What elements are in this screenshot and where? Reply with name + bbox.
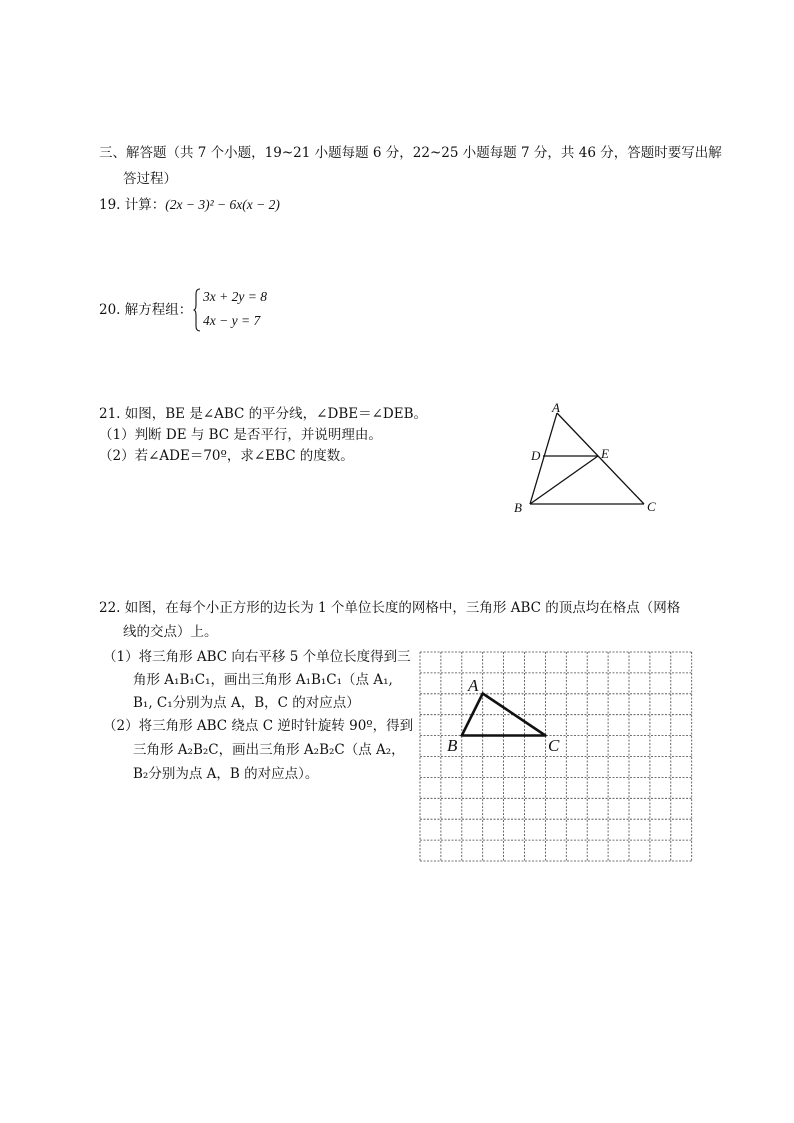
q22-grid-figure <box>410 645 695 867</box>
q22-stem-cont: 线的交点）上。 <box>123 624 218 640</box>
q21-part1: （1）判断 DE 与 BC 是否平行，并说明理由。 <box>99 427 382 443</box>
q21-stem: 21. 如图，BE 是∠ABC 的平分线，∠DBE＝∠DEB。 <box>99 406 428 422</box>
q22-part1-line2: 角形 A₁B₁C₁，画出三角形 A₁B₁C₁（点 A₁, <box>133 672 393 688</box>
system-brace-icon <box>193 288 201 332</box>
q19-prefix: 19. 计算： <box>99 197 166 213</box>
q22-part1-line1: （1）将三角形 ABC 向右平移 5 个单位长度得到三 <box>103 649 411 665</box>
q22-part1-line3: B₁, C₁分别为点 A，B，C 的对应点） <box>133 695 360 711</box>
q22-part2-line2: 三角形 A₂B₂C，画出三角形 A₂B₂C（点 A₂， <box>133 742 405 758</box>
label-D: D <box>531 448 541 463</box>
q22-part2-line1: （2）将三角形 ABC 绕点 C 逆时针旋转 90º，得到 <box>103 718 414 734</box>
grid-label-C: C <box>548 736 560 755</box>
grid-lines <box>420 652 692 861</box>
segment-BE <box>530 456 598 504</box>
q20-equation-1: 3x + 2y = 8 <box>203 289 267 304</box>
grid-label-A: A <box>468 676 479 695</box>
q22-part2-line3: B₂分别为点 A，B 的对应点）。 <box>133 766 319 782</box>
q21-figure <box>505 396 675 521</box>
grid-label-B: B <box>447 736 458 755</box>
q21-part2: （2）若∠ADE＝70º，求∠EBC 的度数。 <box>99 448 354 464</box>
q20-equation-2: 4x − y = 7 <box>203 313 261 328</box>
q19-line <box>99 195 280 215</box>
label-C: C <box>647 499 656 514</box>
q20-prefix: 20. 解方程组： <box>99 302 193 318</box>
q22-stem: 22. 如图，在每个小正方形的边长为 1 个单位长度的网格中，三角形 ABC 的顶点均在格点（网格 <box>99 600 681 616</box>
q19-expression: (2x − 3)² − 6x(x − 2) <box>165 197 280 212</box>
section-heading: 三、解答题（共 7 个小题，19~21 小题每题 6 分，22~25 小题每题 7 分，共 46 分，答题时要写出解 <box>99 145 722 161</box>
section-heading-cont: 答过程） <box>123 171 177 187</box>
label-A: A <box>552 400 560 415</box>
label-E: E <box>601 446 609 461</box>
label-B: B <box>514 500 522 515</box>
